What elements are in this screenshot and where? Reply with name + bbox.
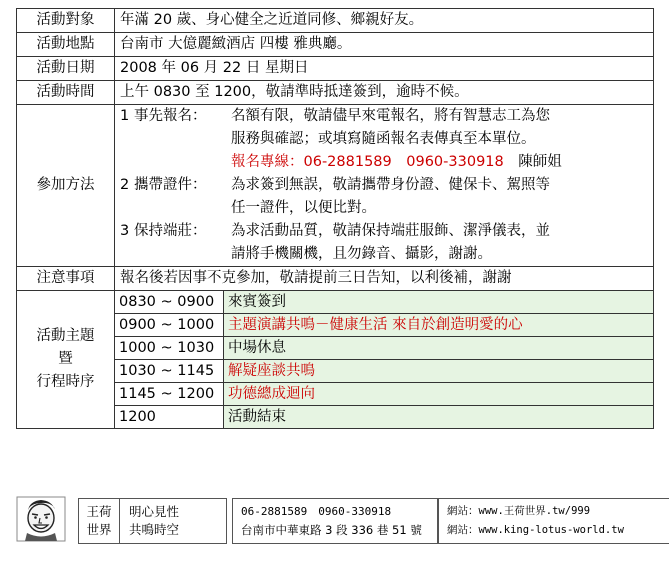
brand-name-bottom: 世界 — [86, 522, 112, 537]
timeline-row — [115, 337, 653, 360]
item-description — [231, 105, 648, 174]
schedule-label-line: 活動主題 — [36, 328, 95, 344]
item-name: 保持端莊： — [134, 223, 207, 239]
timeline-event: 主題演講共鳴－健康生活 來自於創造明愛的心 — [224, 314, 654, 337]
item-number: 1 — [120, 108, 130, 124]
hotline-number: 報名專線：06-2881589 0960-330918 — [231, 154, 504, 170]
location-value: 台南市 大億麗緻酒店 四樓 雅典廳。 — [115, 33, 654, 57]
brand-name-top: 王荷 — [86, 504, 112, 519]
brand-box — [78, 498, 227, 544]
row-time — [17, 81, 654, 105]
timeline-row — [115, 291, 653, 314]
date-value: 2008 年 06 月 22 日 星期日 — [115, 57, 654, 81]
timeline-time: 1200 — [115, 406, 224, 429]
website-box — [438, 498, 669, 544]
hotline — [231, 151, 648, 174]
brand-name — [79, 499, 120, 543]
row-schedule — [17, 291, 654, 429]
row-location — [17, 33, 654, 57]
timeline-time: 1000 ~ 1030 — [115, 337, 224, 360]
contact-box — [232, 498, 438, 544]
item-name: 事先報名： — [134, 108, 207, 124]
item-name: 攜帶證件： — [134, 177, 207, 193]
timeline-time: 1030 ~ 1145 — [115, 360, 224, 383]
row-target — [17, 9, 654, 33]
item-description — [231, 174, 648, 220]
method-item-registration — [120, 105, 648, 174]
method-label: 參加方法 — [17, 105, 115, 267]
desc-line: 為求活動品質，敬請保持端莊服飾、潔淨儀表，並 — [231, 223, 550, 239]
timeline-row — [115, 360, 653, 383]
slogan-line: 明心見性 — [129, 504, 180, 519]
timeline-time: 1145 ~ 1200 — [115, 383, 224, 406]
desc-line: 任一證件，以便比對。 — [231, 200, 376, 216]
timeline-event: 活動結束 — [224, 406, 654, 429]
timeline-time: 0830 ~ 0900 — [115, 291, 224, 314]
address: 台南市中華東路 3 段 336 巷 51 號 — [241, 523, 422, 537]
timeline-table — [115, 291, 653, 428]
timeline-row — [115, 314, 653, 337]
desc-line: 請將手機關機，且勿錄音、攝影，謝謝。 — [231, 246, 492, 262]
timeline-row — [115, 406, 653, 429]
timeline-time: 0900 ~ 1000 — [115, 314, 224, 337]
row-date — [17, 57, 654, 81]
timeline-event: 中場休息 — [224, 337, 654, 360]
time-label: 活動時間 — [17, 81, 115, 105]
row-notice — [17, 267, 654, 291]
date-label: 活動日期 — [17, 57, 115, 81]
target-value: 年滿 20 歲、身心健全之近道同修、鄉親好友。 — [115, 9, 654, 33]
schedule-cell — [115, 291, 654, 429]
phone-numbers: 06-2881589 0960-330918 — [241, 505, 392, 518]
schedule-label-line: 行程時序 — [36, 374, 95, 390]
timeline-event: 解疑座談共鳴 — [224, 360, 654, 383]
footer — [16, 488, 654, 550]
schedule-label — [17, 291, 115, 429]
method-content — [115, 105, 654, 267]
timeline-event: 來賓簽到 — [224, 291, 654, 314]
notice-label: 注意事項 — [17, 267, 115, 291]
row-method — [17, 105, 654, 267]
item-number: 3 — [120, 223, 130, 239]
desc-line: 名額有限，敬請儘早來電報名，將有智慧志工為您 — [231, 108, 550, 124]
website-link[interactable]: 網站：www.king-lotus-world.tw — [447, 524, 624, 536]
item-number: 2 — [120, 177, 130, 193]
location-label: 活動地點 — [17, 33, 115, 57]
event-info-table — [16, 8, 654, 429]
item-description — [231, 220, 648, 266]
brand-slogan — [120, 499, 226, 543]
desc-line: 為求簽到無誤，敬請攜帶身份證、健保卡、駕照等 — [231, 177, 550, 193]
timeline-row — [115, 383, 653, 406]
method-item-id — [120, 174, 648, 220]
desc-line: 服務與確認；或填寫隨函報名表傳真至本單位。 — [231, 131, 536, 147]
timeline-event: 功德總成迴向 — [224, 383, 654, 406]
schedule-label-line: 暨 — [58, 351, 73, 367]
notice-value: 報名後若因事不克參加，敬請提前三日告知，以利後補，謝謝 — [115, 267, 654, 291]
time-value: 上午 0830 至 1200，敬請準時抵達簽到，逾時不候。 — [115, 81, 654, 105]
slogan-line: 共鳴時空 — [129, 522, 180, 537]
target-label: 活動對象 — [17, 9, 115, 33]
method-item-attire — [120, 220, 648, 266]
smiling-man-face-icon — [16, 496, 66, 542]
hotline-contact: 陳師姐 — [518, 154, 562, 170]
website-link[interactable]: 網站：www.王荷世界.tw/999 — [447, 505, 591, 517]
